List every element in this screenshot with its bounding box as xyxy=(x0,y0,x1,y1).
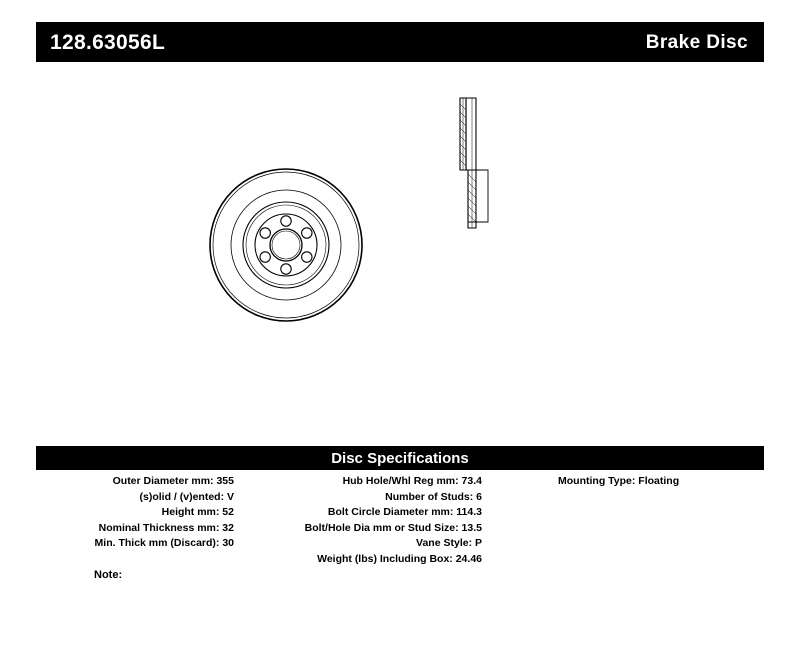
product-type-label: Brake Disc xyxy=(645,31,748,53)
spec-column-right xyxy=(488,474,764,567)
note-label: Note: xyxy=(94,569,123,581)
spec-column-left xyxy=(36,474,240,567)
spec-item: (s)olid / (v)ented: V xyxy=(139,490,234,503)
part-number: 128.63056L xyxy=(50,30,166,54)
spec-item: Bolt/Hole Dia mm or Stud Size: 13.5 xyxy=(304,521,482,534)
spec-item: Hub Hole/Whl Reg mm: 73.4 xyxy=(342,475,482,487)
spec-section-title: Disc Specifications xyxy=(331,449,469,467)
spec-item: Bolt Circle Diameter mm: 114.3 xyxy=(327,506,482,518)
spec-item: Vane Style: P xyxy=(416,537,482,549)
brake-rotor-edge-view xyxy=(460,98,488,228)
spec-item: Nominal Thickness mm: 32 xyxy=(98,521,234,534)
spec-item: Number of Studs: 6 xyxy=(385,490,482,503)
spec-item: Outer Diameter mm: 355 xyxy=(112,475,234,487)
header-bar xyxy=(36,22,764,62)
spec-item: Min. Thick mm (Discard): 30 xyxy=(94,537,234,549)
spec-title-bar xyxy=(36,446,764,470)
brake-rotor-face-view xyxy=(210,169,362,321)
spec-columns xyxy=(36,474,764,567)
spec-item: Height mm: 52 xyxy=(161,506,234,518)
technical-drawing xyxy=(36,70,764,430)
spec-column-middle xyxy=(240,474,488,567)
rotor-drawing-svg xyxy=(36,70,764,430)
spec-item: Mounting Type: Floating xyxy=(558,475,680,487)
spec-item: Weight (lbs) Including Box: 24.46 xyxy=(317,552,482,565)
